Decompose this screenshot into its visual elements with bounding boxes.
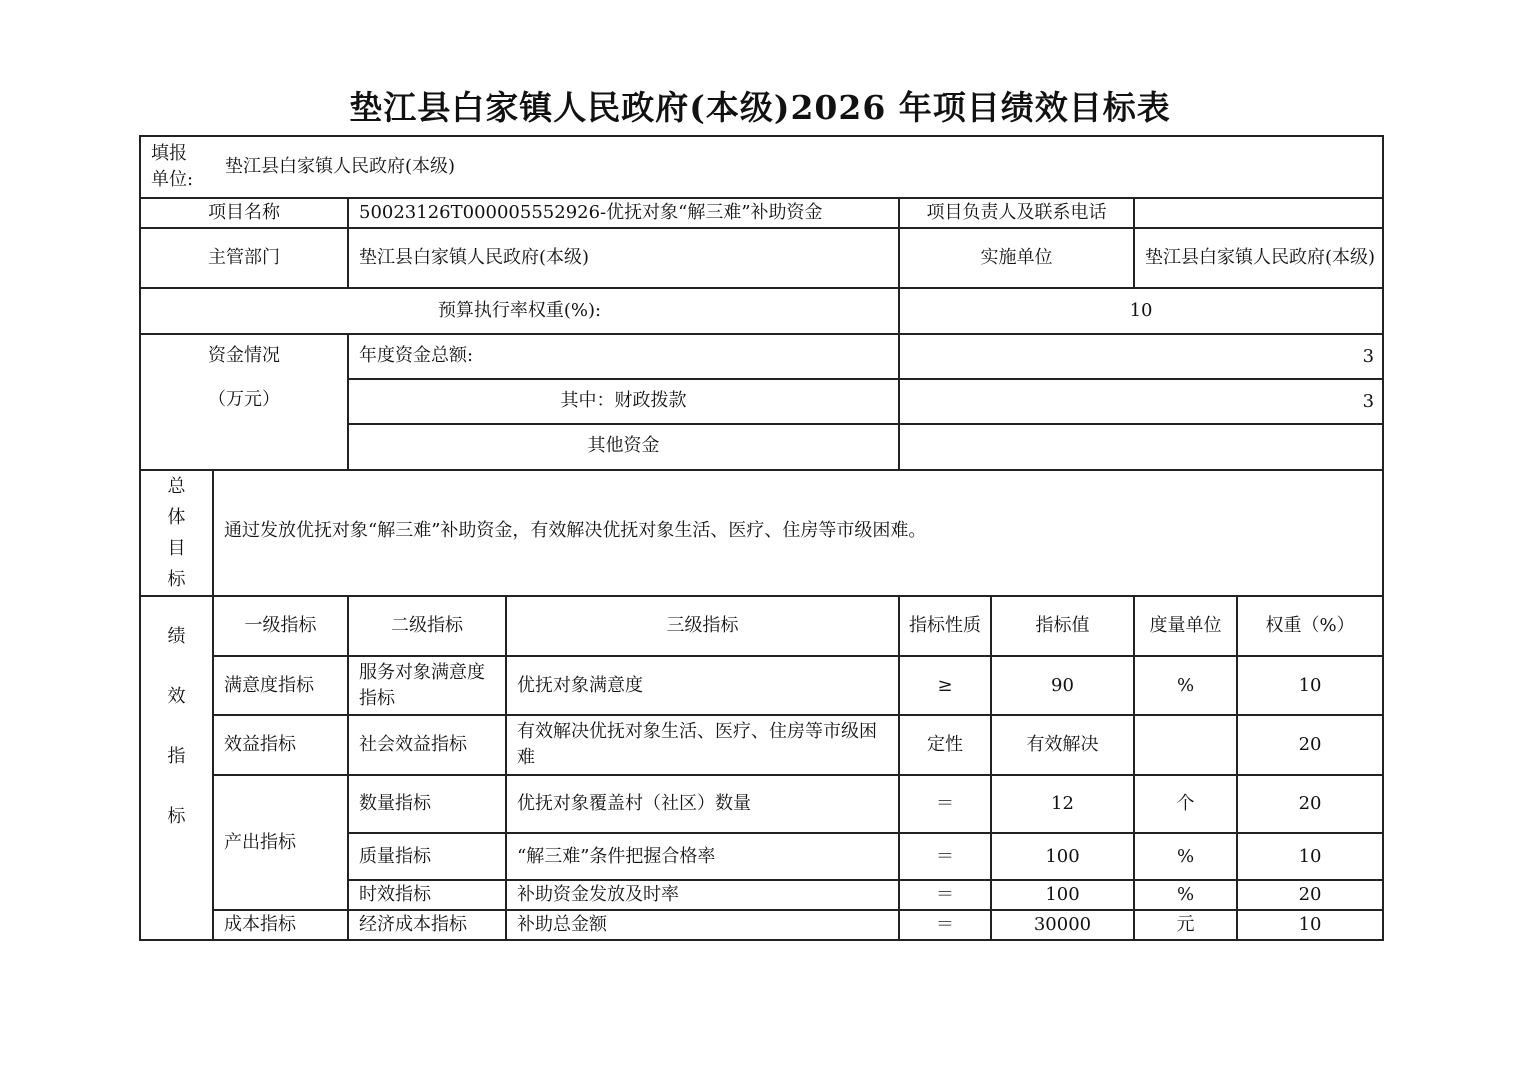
table-row <box>140 715 1383 775</box>
funds-total-value: 3 <box>899 334 1383 379</box>
funds-label <box>140 334 348 470</box>
cell-weight: 10 <box>1237 656 1383 715</box>
performance-target-table <box>139 135 1384 941</box>
table-row <box>140 775 1383 833</box>
header-level2: 二级指标 <box>348 596 506 656</box>
cell-weight: 20 <box>1237 715 1383 775</box>
cell-level3: 补助资金发放及时率 <box>506 880 899 910</box>
cell-nature: ≥ <box>899 656 991 715</box>
cell-level3: 有效解决优抚对象生活、医疗、住房等市级困难 <box>506 715 899 775</box>
funds-other-value <box>899 424 1383 470</box>
cell-level1: 效益指标 <box>213 715 348 775</box>
indicators-section-label: 绩 效 指 标 <box>140 596 213 940</box>
cell-weight: 20 <box>1237 775 1383 833</box>
cell-weight: 20 <box>1237 880 1383 910</box>
cell-level1: 产出指标 <box>213 775 348 910</box>
budget-rate-label: 预算执行率权重(%): <box>140 288 899 334</box>
cell-weight: 10 <box>1237 833 1383 880</box>
cell-value: 有效解决 <box>991 715 1134 775</box>
cell-nature: ＝ <box>899 775 991 833</box>
table-row <box>140 656 1383 715</box>
fill-unit-label: 填报 单位: <box>151 143 194 190</box>
cell-weight: 10 <box>1237 910 1383 940</box>
cell-value: 100 <box>991 880 1134 910</box>
page-title: 垫江县白家镇人民政府(本级)2026 年项目绩效目标表 <box>349 88 1171 127</box>
goal-label: 总 体 目 标 <box>140 470 213 596</box>
impl-value: 垫江县白家镇人民政府(本级) <box>1134 228 1383 288</box>
goal-text: 通过发放优抚对象“解三难”补助资金，有效解决优抚对象生活、医疗、住房等市级困难。 <box>213 470 1383 596</box>
cell-level2: 服务对象满意度指标 <box>348 656 506 715</box>
budget-rate-value: 10 <box>899 288 1383 334</box>
cell-level3: 优抚对象满意度 <box>506 656 899 715</box>
header-weight: 权重（%） <box>1237 596 1383 656</box>
cell-nature: 定性 <box>899 715 991 775</box>
cell-level2: 数量指标 <box>348 775 506 833</box>
header-value: 指标值 <box>991 596 1134 656</box>
cell-nature: ＝ <box>899 833 991 880</box>
cell-unit: 个 <box>1134 775 1237 833</box>
contact-value <box>1134 198 1383 228</box>
funds-other-label: 其他资金 <box>348 424 899 470</box>
cell-level3: 补助总金额 <box>506 910 899 940</box>
cell-value: 100 <box>991 833 1134 880</box>
funds-fiscal-value: 3 <box>899 379 1383 424</box>
cell-value: 30000 <box>991 910 1134 940</box>
cell-level2: 经济成本指标 <box>348 910 506 940</box>
project-name-value: 50023126T000005552926-优抚对象“解三难”补助资金 <box>348 198 899 228</box>
contact-label: 项目负责人及联系电话 <box>899 198 1134 228</box>
cell-level2: 质量指标 <box>348 833 506 880</box>
funds-fiscal-label: 其中：财政拨款 <box>348 379 899 424</box>
cell-level2: 时效指标 <box>348 880 506 910</box>
dept-label: 主管部门 <box>140 228 348 288</box>
cell-unit: % <box>1134 833 1237 880</box>
cell-level2: 社会效益指标 <box>348 715 506 775</box>
cell-unit: 元 <box>1134 910 1237 940</box>
header-level1: 一级指标 <box>213 596 348 656</box>
cell-value: 12 <box>991 775 1134 833</box>
fill-unit-value: 垫江县白家镇人民政府(本级) <box>225 156 456 177</box>
table-row <box>140 910 1383 940</box>
cell-unit: % <box>1134 656 1237 715</box>
header-level3: 三级指标 <box>506 596 899 656</box>
funds-total-label: 年度资金总额: <box>348 334 899 379</box>
funds-label-line1: 资金情况 <box>208 345 280 366</box>
cell-value: 90 <box>991 656 1134 715</box>
cell-unit: % <box>1134 880 1237 910</box>
impl-label: 实施单位 <box>899 228 1134 288</box>
cell-level1: 满意度指标 <box>213 656 348 715</box>
header-nature: 指标性质 <box>899 596 991 656</box>
header-unit: 度量单位 <box>1134 596 1237 656</box>
cell-nature: ＝ <box>899 910 991 940</box>
dept-value: 垫江县白家镇人民政府(本级) <box>348 228 899 288</box>
cell-level3: “解三难”条件把握合格率 <box>506 833 899 880</box>
cell-unit <box>1134 715 1237 775</box>
cell-nature: ＝ <box>899 880 991 910</box>
project-name-label: 项目名称 <box>140 198 348 228</box>
funds-label-line2: （万元） <box>208 389 280 410</box>
cell-level1: 成本指标 <box>213 910 348 940</box>
cell-level3: 优抚对象覆盖村（社区）数量 <box>506 775 899 833</box>
